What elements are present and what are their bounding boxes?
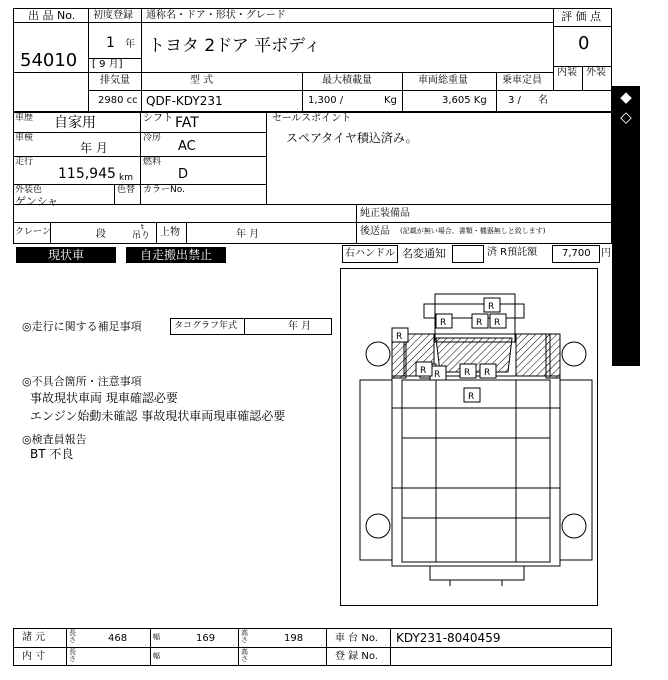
score-label: 評 価 点	[561, 10, 601, 23]
upper-value: 年 月	[236, 229, 260, 240]
damage-mark	[460, 364, 476, 378]
upper-label: 上物	[160, 227, 180, 238]
recycle-label: 済 R預託額	[487, 247, 538, 258]
color-change-label: 色替	[117, 185, 136, 195]
score-value: 0	[578, 33, 590, 54]
first-reg-year: 1	[106, 35, 115, 51]
inspector-line-1: BT 不良	[30, 447, 74, 461]
damage-mark	[480, 364, 496, 378]
driving-notes-label: ◎走行に関する補足事項	[22, 320, 142, 333]
history-value: 自家用	[54, 115, 96, 131]
history-label: 車歴	[15, 113, 34, 123]
name-change-box	[452, 245, 484, 263]
truck-diagram	[340, 268, 598, 606]
first-reg-label: 初度登録	[93, 10, 133, 21]
recycle-value: 7,700	[562, 248, 591, 259]
damage-mark	[416, 362, 432, 376]
damage-mark-label: R	[434, 370, 441, 380]
model-value: QDF-KDY231	[146, 94, 223, 108]
crane-hoist-top: t	[141, 223, 144, 231]
genuine-equipment-label: 純正装備品	[360, 208, 410, 219]
gross-weight-label: 車両総重量	[418, 75, 468, 86]
capacity-label: 乗車定員	[502, 75, 542, 86]
sales-point-label: セールスポイント	[272, 113, 352, 124]
damage-mark-label: R	[488, 302, 495, 312]
first-reg-month: [ 9 月]	[92, 59, 123, 70]
right-hand-label: 右ハンドル	[345, 248, 395, 259]
max-load-unit: Kg	[384, 95, 397, 106]
lot-label: 出 品 No.	[28, 9, 76, 22]
aircon-value: AC	[178, 139, 196, 154]
damage-mark	[490, 314, 506, 328]
ext-color-value: ゲンシャ	[15, 195, 59, 208]
width-value: 169	[196, 633, 216, 644]
damage-mark	[484, 298, 500, 312]
damage-mark-label: R	[468, 392, 475, 402]
model-label: 型 式	[190, 75, 214, 86]
fuel-value: D	[178, 167, 189, 182]
aftermarket-note: (記載が無い場合、書類・機器無しと致します)	[400, 227, 546, 235]
inspection-label: 車検	[15, 133, 34, 143]
inspection-value: 年 月	[80, 141, 108, 155]
damage-mark-label: R	[420, 366, 427, 376]
chassis-value: KDY231-8040459	[396, 631, 501, 645]
name-change-label: 名変通知	[402, 247, 446, 260]
color-number-label: カラーNo.	[143, 185, 185, 195]
damage-mark-label: R	[396, 332, 403, 342]
sales-point-text: スペアタイヤ積込済み。	[286, 131, 418, 145]
fuel-label: 燃料	[143, 157, 162, 167]
damage-mark	[472, 314, 488, 328]
damage-mark-label: R	[476, 318, 483, 328]
damage-mark	[392, 328, 408, 342]
crane-steps: 段	[96, 229, 106, 240]
damage-mark	[464, 388, 480, 402]
length-label: 長さ	[69, 629, 76, 644]
crane-label: クレーン	[15, 227, 51, 237]
interior-dim-label: 内 寸	[22, 651, 46, 662]
registration-label: 登 録 No.	[335, 651, 378, 662]
damage-mark-label: R	[440, 318, 447, 328]
height-value: 198	[284, 633, 304, 644]
side-banner: ◇◆ 現車は関西会場にあります ◆◇	[612, 86, 640, 366]
height-label: 高さ	[241, 629, 248, 644]
max-load-label: 最大積載量	[322, 75, 372, 86]
length-value: 468	[108, 633, 128, 644]
max-load-value: 1,300 /	[308, 95, 344, 106]
damage-mark	[436, 314, 452, 328]
mileage-value: 115,945	[58, 166, 116, 182]
aftermarket-label: 後送品	[360, 226, 390, 237]
aircon-label: 冷房	[143, 133, 162, 143]
interior-length-label: 長さ	[69, 648, 76, 663]
capacity-value: 3 /	[508, 95, 521, 106]
defects-label: ◎不具合箇所・注意事項	[22, 375, 142, 388]
tacho-value: 年 月	[288, 321, 312, 332]
damage-mark-label: R	[484, 368, 491, 378]
interior-score-label: 内装	[557, 67, 577, 78]
mileage-unit: km	[119, 173, 133, 183]
car-name-label: 通称名・ドア・形状・グレード	[146, 10, 286, 21]
interior-height-label: 高さ	[241, 648, 248, 663]
car-name: トヨタ 2ドア 平ボディ	[148, 36, 321, 56]
damage-mark-label: R	[494, 318, 501, 328]
displacement-label: 排気量	[100, 75, 130, 86]
ext-color-label: 外装色	[15, 185, 43, 195]
width-label: 幅	[153, 633, 160, 641]
damage-mark-label: R	[464, 368, 471, 378]
year-unit: 年	[125, 39, 135, 50]
exterior-score-label: 外装	[586, 67, 606, 78]
chassis-label: 車 台 No.	[335, 633, 378, 644]
shift-value: FAT	[175, 115, 199, 131]
shift-label: シフト	[143, 113, 173, 124]
spec-label: 諸 元	[22, 632, 46, 643]
interior-width-label: 幅	[153, 652, 160, 660]
mileage-label: 走行	[15, 157, 34, 167]
tacho-label: タコグラフ年式	[174, 321, 238, 331]
crane-hoist-bottom: 吊り	[132, 231, 151, 241]
displacement-value: 2980 cc	[98, 95, 138, 106]
defect-line-2: エンジン始動未確認 事故現状車両現車確認必要	[30, 409, 286, 423]
defect-line-1: 事故現状車両 現車確認必要	[30, 391, 178, 405]
no-self-drive-badge: 自走搬出禁止	[126, 247, 226, 263]
recycle-unit: 円	[601, 248, 611, 259]
current-condition-badge: 現状車	[16, 247, 116, 263]
lot-number: 54010	[20, 50, 78, 71]
gross-weight-value: 3,605 Kg	[442, 95, 487, 106]
inspector-label: ◎検査員報告	[22, 433, 87, 446]
capacity-unit: 名	[538, 95, 548, 106]
